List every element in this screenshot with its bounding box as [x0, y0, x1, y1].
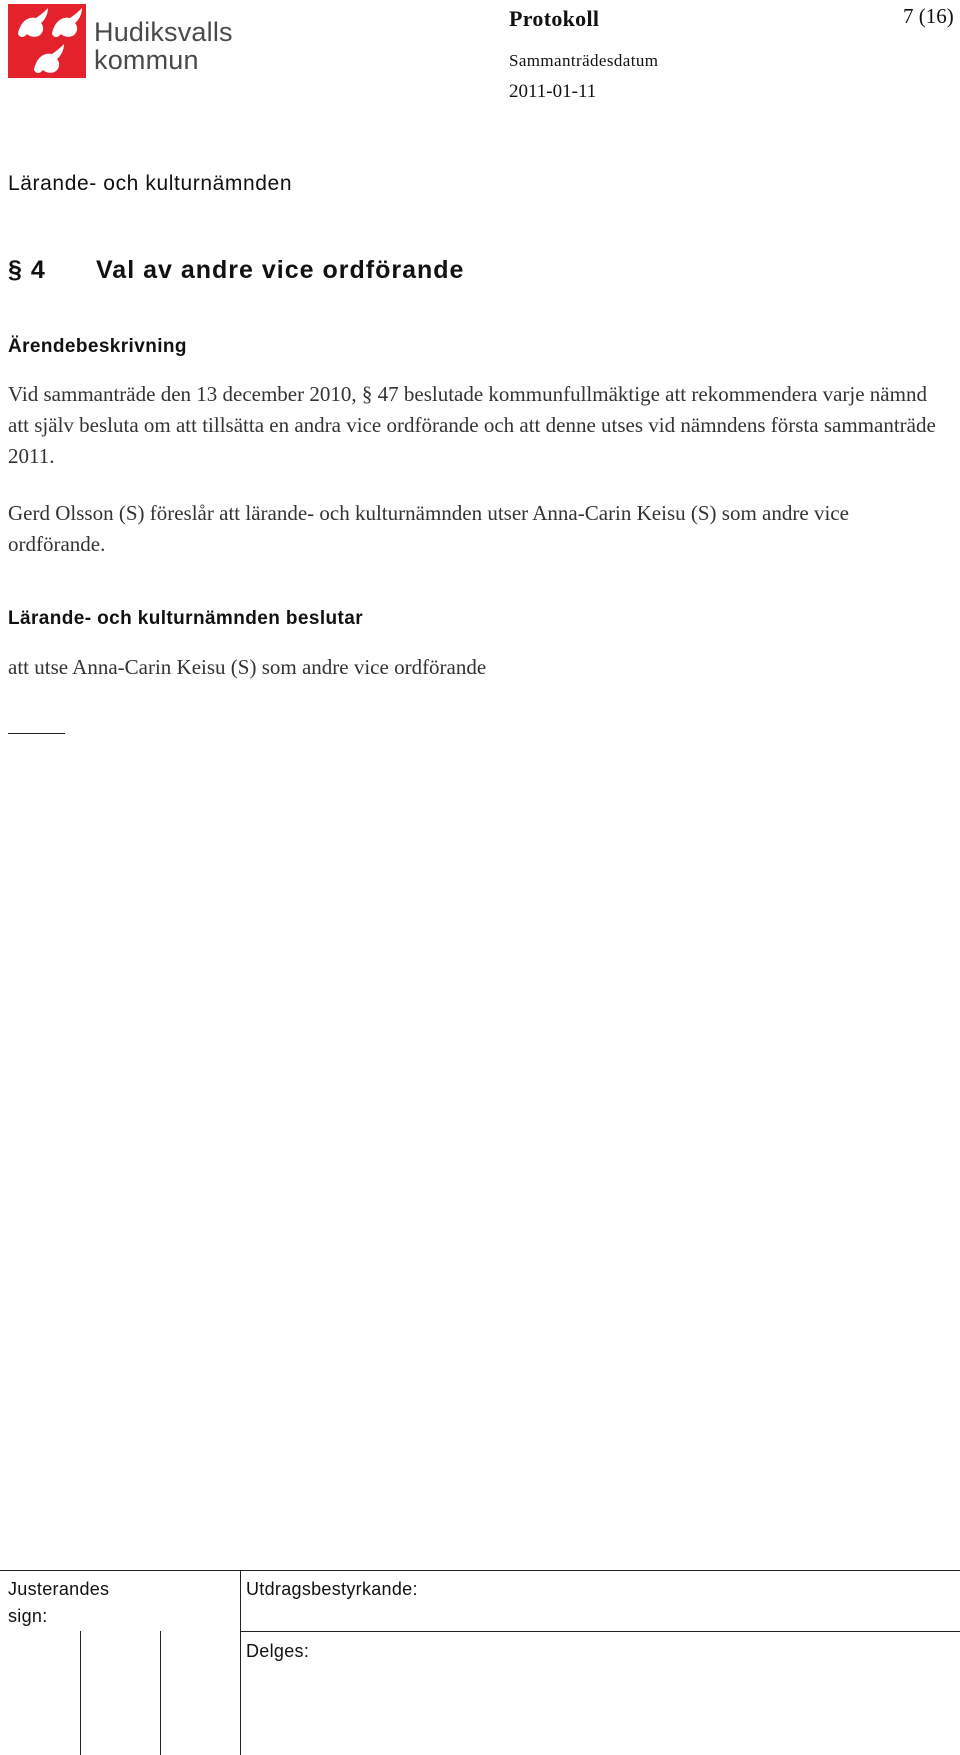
end-rule: [8, 733, 65, 734]
section-heading: [8, 256, 464, 285]
description-paragraph-2: Gerd Olsson (S) föreslår att lärande- och kulturnämnden utser Anna-Carin Keisu (S) som andre vice ordförande.: [8, 501, 849, 556]
description-heading: Ärendebeskrivning: [8, 336, 187, 357]
delges-label: Delges:: [246, 1641, 310, 1661]
decision-heading: Lärande- och kulturnämnden beslutar: [8, 608, 363, 629]
description-paragraph-1: Vid sammanträde den 13 december 2010, § 47 beslutade kommunfullmäktige att rekommendera varje nämnd att själv besluta om att tillsätta en andra vice ordförande och att denne utses vid nämndens första sammanträde 2011.: [8, 382, 936, 468]
page-number: 7 (16): [903, 4, 954, 28]
utdragsbestyrkande-label: Utdragsbestyrkande:: [246, 1579, 418, 1599]
section-number: § 4: [8, 256, 46, 284]
footer-top-border: [0, 1570, 960, 1571]
footer-divider: [240, 1570, 241, 1755]
meeting-date-label: Sammanträdesdatum: [509, 51, 659, 70]
decision-text: att utse Anna-Carin Keisu (S) som andre vice ordförande: [8, 655, 487, 679]
meeting-date: 2011-01-11: [509, 81, 597, 102]
document-type: Protokoll: [509, 6, 600, 31]
hudiksvall-coat-of-arms-icon: [8, 4, 86, 78]
signature-box-divider-2: [160, 1631, 161, 1755]
logo-line-1: Hudiksvalls: [94, 17, 233, 47]
logo-wordmark: [94, 18, 233, 74]
justerandes-sign-label: Justerandes sign:: [8, 1579, 110, 1626]
logo-line-2: kommun: [94, 45, 199, 75]
signature-box-divider-1: [80, 1631, 81, 1755]
footer-middle-border: [240, 1631, 960, 1632]
committee-name: Lärande- och kulturnämnden: [8, 172, 293, 195]
section-title: Val av andre vice ordförande: [96, 256, 465, 284]
